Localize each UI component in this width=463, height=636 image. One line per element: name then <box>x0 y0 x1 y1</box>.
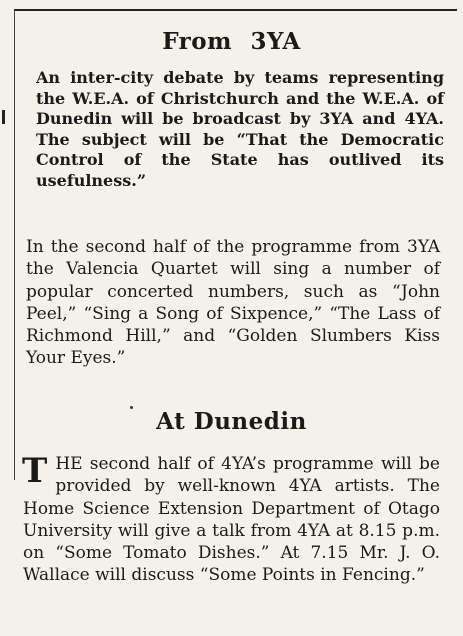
dunedin-paragraph-text: HE second half of 4YA’s programme will be provided by well-known 4YA artists. The Home Science Extension Department of Otago University will give a talk from 4YA at 8.15 p.m. on “Some Tomato Dishes.” At 7.15 Mr. J. O. Wallace will discuss “Some Points in Fencing.” <box>23 454 440 586</box>
top-rule <box>14 9 457 11</box>
debate-lead-paragraph: An inter-city debate by teams representing the W.E.A. of Christchurch and the W.E.A. of Dunedin will be broadcast by 3YA and 4YA. The subject will be “That the Democratic Control of the State has outlived its usefulness.” <box>36 68 444 190</box>
drop-cap: T <box>22 451 48 491</box>
dunedin-paragraph <box>23 453 440 587</box>
quartet-paragraph: In the second half of the programme from 3YA the Valencia Quartet will sing a number of popular concerted numbers, such as “John Peel,” “Sing a Song of Sixpence,” “The Lass of Richmond Hill,” and “Golden Slumbers Kiss Your Eyes.” <box>26 237 440 369</box>
section-heading-3ya: From 3YA <box>162 28 301 55</box>
edge-mark <box>2 110 5 124</box>
section-heading-dunedin: At Dunedin <box>156 408 307 435</box>
